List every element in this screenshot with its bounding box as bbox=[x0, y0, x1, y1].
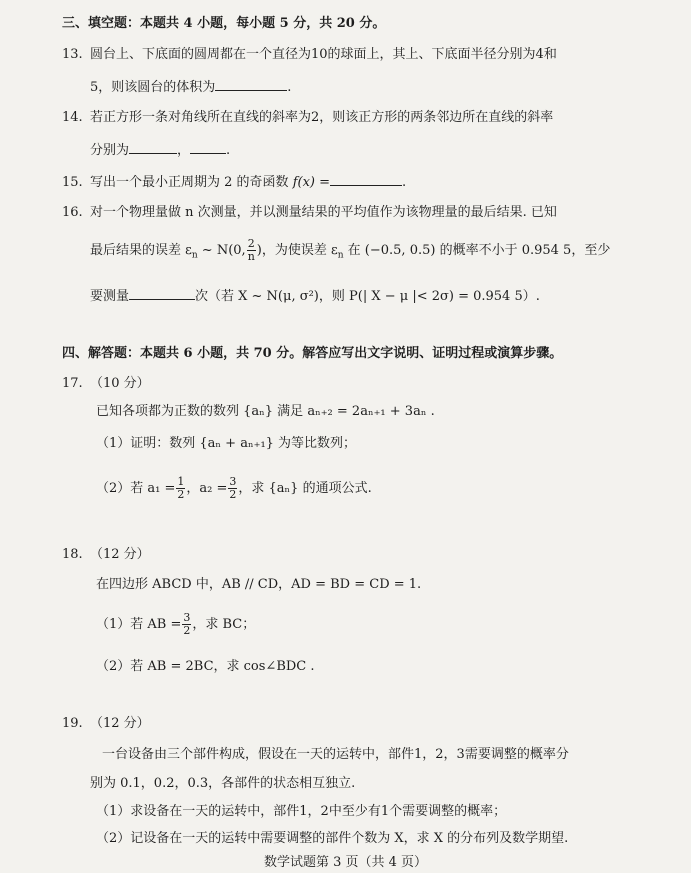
question-16-text3b: 次（若 X ~ N(μ, σ²)，则 P(| X − μ |< 2σ) = 0.954 5）. bbox=[195, 289, 540, 304]
fraction-numerator: 2 bbox=[247, 237, 255, 250]
answer-blank-15 bbox=[330, 173, 402, 186]
fraction-denominator: 2 bbox=[229, 488, 237, 501]
question-18-part2: （2）若 AB = 2BC，求 cos∠BDC . bbox=[96, 659, 315, 674]
question-13-line1 bbox=[62, 47, 557, 63]
fraction-numerator: 1 bbox=[177, 475, 185, 488]
question-14-end: . bbox=[226, 143, 231, 158]
question-19-line1: 一台设备由三个部件构成，假设在一天的运转中，部件1，2，3需要调整的概率分 bbox=[102, 747, 569, 762]
question-17-part2-text-b: ，a₂ = bbox=[186, 481, 228, 496]
fraction-denominator: n bbox=[247, 250, 255, 263]
question-19-line2: 别为 0.1，0.2，0.3，各部件的状态相互独立. bbox=[90, 776, 356, 791]
question-19-number: 19. bbox=[62, 716, 83, 731]
question-14-text2: 分别为 bbox=[90, 143, 130, 158]
question-19-header bbox=[62, 716, 150, 732]
question-15-function: f(x) = bbox=[292, 175, 330, 190]
question-15-end: . bbox=[402, 175, 407, 190]
question-14-line2 bbox=[90, 141, 230, 159]
fraction-one-half bbox=[176, 476, 185, 501]
question-19-part1: （1）求设备在一天的运转中，部件1，2中至少有1个需要调整的概率； bbox=[96, 804, 507, 819]
question-16-text2a: 最后结果的误差 ε bbox=[90, 243, 192, 258]
question-13-number: 13. bbox=[62, 47, 83, 62]
section3-header: 三、填空题：本题共 4 小题，每小题 5 分，共 20 分。 bbox=[62, 16, 386, 31]
page-footer: 数学试题第 3 页（共 4 页） bbox=[263, 855, 428, 870]
question-17-number: 17. bbox=[62, 376, 83, 391]
question-18-part1-text-a: （1）若 AB = bbox=[96, 617, 182, 632]
fraction-denominator: 2 bbox=[177, 488, 185, 501]
question-17-part2-text-c: ，求 {aₙ} 的通项公式. bbox=[238, 481, 372, 496]
question-16-text3a: 要测量 bbox=[90, 289, 130, 304]
question-19-part2: （2）记设备在一天的运转中需要调整的部件个数为 X，求 X 的分布列及数学期望. bbox=[96, 831, 569, 846]
question-16-line2: 最后结果的误差 $\varepsilon_n$ ~ N(0, $\frac{2}{n}$ )，为使误差 $\varepsilon_n$ 在 (−0.5, 0.5) 的概率不小于 0.954 5，至少 bbox=[90, 237, 611, 263]
question-17-stem: 已知各项都为正数的数列 {aₙ} 满足 aₙ₊₂ = 2aₙ₊₁ + 3aₙ . bbox=[96, 404, 435, 419]
fraction-denominator: 2 bbox=[183, 624, 191, 637]
question-14-number: 14. bbox=[62, 110, 83, 125]
fraction-numerator: 3 bbox=[229, 475, 237, 488]
fraction-three-halves bbox=[182, 612, 191, 637]
answer-blank-16 bbox=[129, 287, 195, 300]
question-13-text2: 5，则该圆台的体积为 bbox=[90, 80, 216, 95]
question-16-number: 16. bbox=[62, 205, 83, 220]
question-17-part1: （1）证明：数列 {aₙ + aₙ₊₁} 为等比数列； bbox=[96, 436, 357, 451]
question-17-part2 bbox=[96, 474, 372, 504]
answer-blank-14a bbox=[129, 141, 177, 154]
question-14-sep: ， bbox=[177, 143, 191, 158]
question-16-line3 bbox=[90, 287, 540, 305]
question-18-part1-text-b: ，求 BC； bbox=[192, 617, 256, 632]
question-13-end: . bbox=[287, 80, 292, 95]
question-15-number: 15. bbox=[62, 175, 83, 190]
question-18-part1 bbox=[96, 610, 255, 640]
question-16-distribution: ~ N(0, bbox=[197, 243, 246, 258]
question-16-text2c: 在 (−0.5, 0.5) 的概率不小于 0.954 5，至少 bbox=[343, 243, 611, 258]
question-15 bbox=[62, 173, 406, 191]
question-18-header bbox=[62, 547, 150, 563]
question-13-text: 圆台上、下底面的圆周都在一个直径为10的球面上，其上、下底面半径分别为4和 bbox=[90, 47, 557, 62]
question-14-text: 若正方形一条对角线所在直线的斜率为2，则该正方形的两条邻边所在直线的斜率 bbox=[90, 110, 554, 125]
question-16-line1 bbox=[62, 205, 557, 221]
question-17-score: （10 分） bbox=[90, 376, 150, 391]
question-16-text2b: )，为使误差 ε bbox=[256, 243, 338, 258]
fraction-numerator: 3 bbox=[183, 611, 191, 624]
question-14-line1 bbox=[62, 110, 553, 126]
question-17-part2-text-a: （2）若 a₁ = bbox=[96, 481, 176, 496]
question-18-stem: 在四边形 ABCD 中，AB // CD，AD = BD = CD = 1. bbox=[96, 577, 422, 592]
question-17-header bbox=[62, 376, 150, 392]
fraction-three-halves bbox=[228, 476, 237, 501]
question-19-score: （12 分） bbox=[90, 716, 150, 731]
answer-blank-14b bbox=[190, 141, 226, 154]
question-16-text: 对一个物理量做 n 次测量，并以测量结果的平均值作为该物理量的最后结果. 已知 bbox=[90, 205, 557, 220]
fraction-2-over-n bbox=[247, 238, 256, 263]
question-18-number: 18. bbox=[62, 547, 83, 562]
question-15-text: 写出一个最小正周期为 2 的奇函数 bbox=[90, 175, 289, 190]
question-13-line2 bbox=[90, 78, 291, 96]
answer-blank-13 bbox=[215, 78, 287, 91]
question-18-score: （12 分） bbox=[90, 547, 150, 562]
section4-header: 四、解答题：本题共 6 小题，共 70 分。解答应写出文字说明、证明过程或演算步骤。 bbox=[62, 346, 563, 361]
